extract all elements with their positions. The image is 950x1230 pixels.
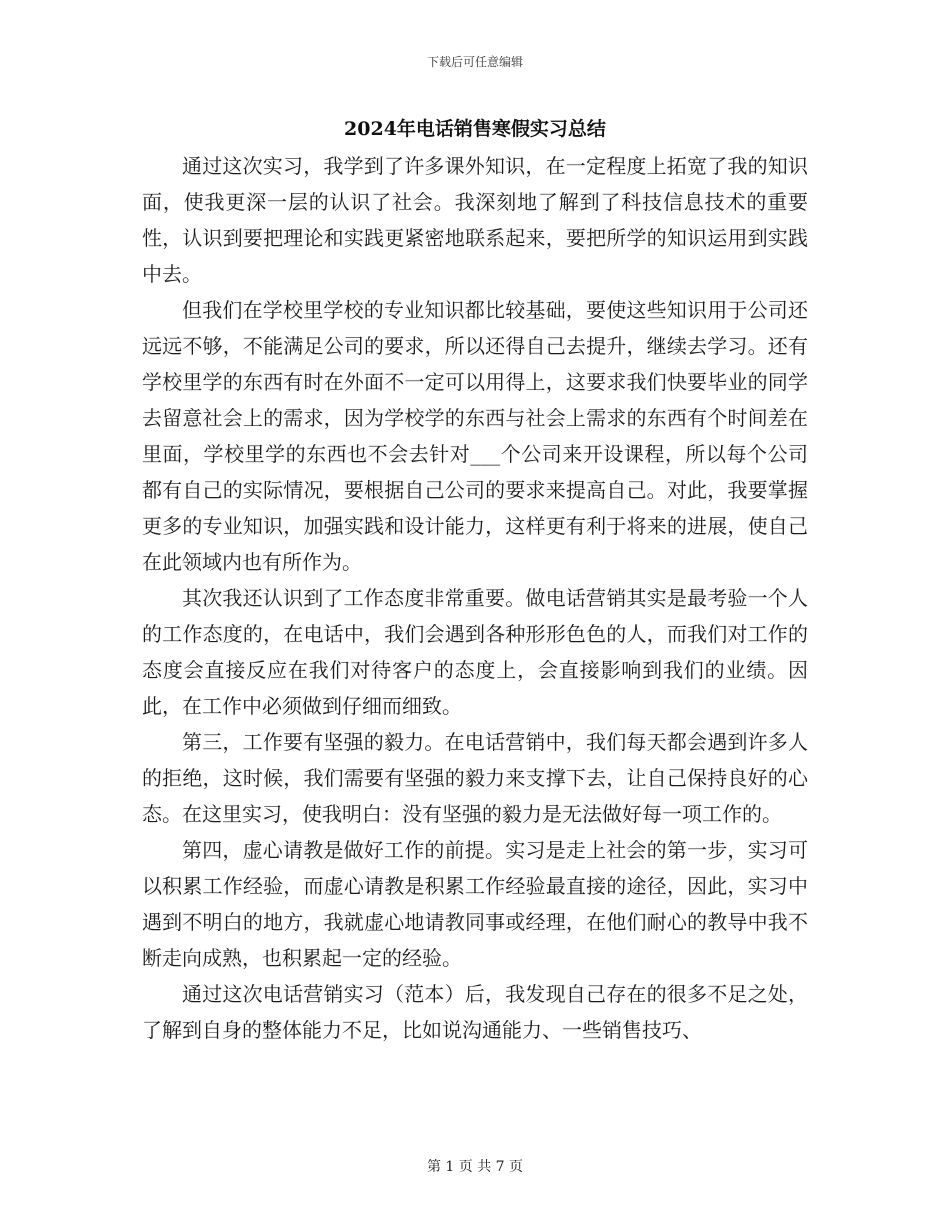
page-number: 第 1 页 共 7 页	[426, 1159, 524, 1175]
document-title: 2024年电话销售寒假实习总结	[344, 118, 606, 140]
header-note: 下载后可任意编辑	[426, 55, 523, 69]
paragraph: 通过这次电话营销实习（范本）后，我发现自己存在的很多不足之处，了解到自身的整体能力不足，比如说沟通能力、一些销售技巧、	[142, 982, 808, 1042]
paragraph: 通过这次实习，我学到了许多课外知识，在一定程度上拓宽了我的知识面，使我更深一层的认识了社会。我深刻地了解到了科技信息技术的重要性，认识到要把理论和实践更紧密地联系起来，要把所学的知识运用到实践中去。	[142, 154, 808, 286]
paragraph: 但我们在学校里学校的专业知识都比较基础，要使这些知识用于公司还远远不够，不能满足公司的要求，所以还得自己去提升，继续去学习。还有学校里学的东西有时在外面不一定可以用得上，这要求我们快要毕业的同学去留意社会上的需求，因为学校学的东西与社会上需求的东西有个时间差在里面，学校里学的东西也不会去针对___个公司来开设课程，所以每个公司都有自己的实际情况，要根据自己公司的要求来提高自己。对此，我要掌握更多的专业知识，加强实践和设计能力，这样更有利于将来的进展，使自己在此领域内也有所作为。	[142, 298, 808, 574]
document-body	[142, 148, 808, 1048]
paragraph: 第四，虚心请教是做好工作的前提。实习是走上社会的第一步，实习可以积累工作经验，而虚心请教是积累工作经验最直接的途径，因此，实习中遇到不明白的地方，我就虚心地请教同事或经理，在他们耐心的教导中我不断走向成熟，也积累起一定的经验。	[142, 838, 808, 970]
paragraph: 其次我还认识到了工作态度非常重要。做电话营销其实是最考验一个人的工作态度的，在电话中，我们会遇到各种形形色色的人，而我们对工作的态度会直接反应在我们对待客户的态度上，会直接影响到我们的业绩。因此，在工作中必须做到仔细而细致。	[142, 586, 808, 718]
paragraph: 第三，工作要有坚强的毅力。在电话营销中，我们每天都会遇到许多人的拒绝，这时候，我们需要有坚强的毅力来支撑下去，让自己保持良好的心态。在这里实习，使我明白：没有坚强的毅力是无法做好每一项工作的。	[142, 730, 808, 826]
